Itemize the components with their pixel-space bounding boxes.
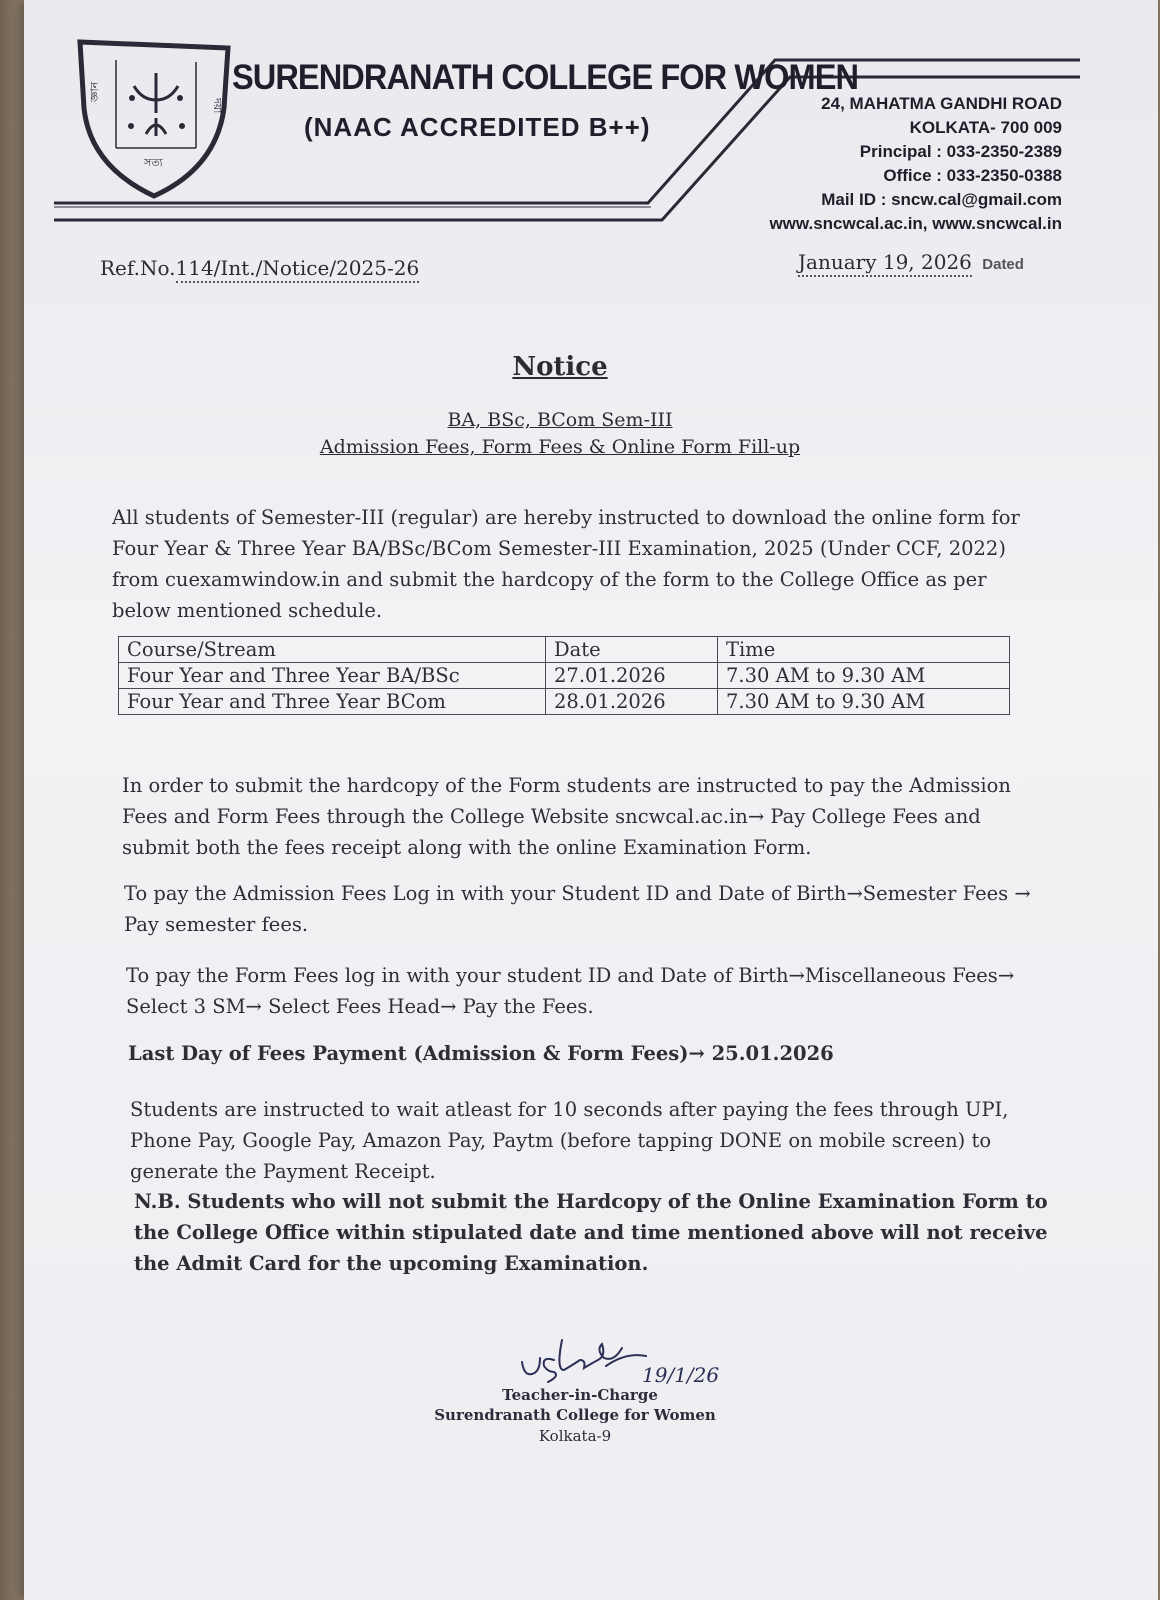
principal-phone: Principal : 033-2350-2389 bbox=[859, 142, 1062, 161]
admission-fee-line: To pay the Admission Fees Log in with your Student ID and Date of Birth→Semester Fees → bbox=[124, 882, 1031, 905]
intro-line: All students of Semester-III (regular) are hereby instructed to download the online form for bbox=[112, 506, 1020, 529]
admission-fee-line: Pay semester fees. bbox=[124, 913, 309, 936]
last-day-line: Last Day of Fees Payment (Admission & Form Fees)→ 25.01.2026 bbox=[128, 1042, 834, 1065]
accreditation: (NAAC ACCREDITED B++) bbox=[304, 112, 651, 142]
notice-title: Notice bbox=[512, 352, 608, 382]
office-phone: Office : 033-2350-0388 bbox=[883, 166, 1062, 185]
cell-date: 28.01.2026 bbox=[546, 689, 718, 715]
form-fee-line: To pay the Form Fees log in with your student ID and Date of Birth→Miscellaneous Fees→ bbox=[126, 964, 1015, 987]
intro-line: from cuexamwindow.in and submit the hardcopy of the form to the College Office as per bbox=[112, 568, 987, 591]
intro-line: below mentioned schedule. bbox=[112, 599, 383, 622]
websites: www.sncwcal.ac.in, www.sncwcal.in bbox=[769, 214, 1062, 233]
header-time: Time bbox=[718, 637, 1010, 663]
wait-line: generate the Payment Receipt. bbox=[130, 1160, 436, 1183]
schedule-table bbox=[118, 636, 1010, 715]
ref-label: Ref.No. bbox=[100, 256, 176, 280]
reference-number bbox=[100, 256, 419, 280]
nb-line: N.B. Students who will not submit the Hardcopy of the Online Examination Form to bbox=[134, 1190, 1048, 1213]
notice-subtitle-line2: Admission Fees, Form Fees & Online Form Fill-up bbox=[319, 436, 801, 458]
wait-line: Students are instructed to wait atleast for 10 seconds after paying the fees through UPI, bbox=[130, 1098, 1009, 1121]
table-row bbox=[119, 689, 1010, 715]
payment-line: Fees and Form Fees through the College Website sncwcal.ac.in→ Pay College Fees and bbox=[122, 805, 981, 828]
cell-course: Four Year and Three Year BCom bbox=[119, 689, 546, 715]
college-logo bbox=[76, 38, 232, 200]
admission-fee-paragraph bbox=[124, 878, 1031, 940]
intro-paragraph bbox=[112, 502, 1020, 626]
college-name: SURENDRANATH COLLEGE FOR WOMEN bbox=[232, 58, 859, 97]
contact-block bbox=[769, 92, 1062, 236]
signature-date: 19/1/26 bbox=[642, 1363, 720, 1387]
address-line1: 24, MAHATMA GANDHI ROAD bbox=[821, 94, 1062, 113]
cell-date: 27.01.2026 bbox=[546, 663, 718, 689]
header-date: Date bbox=[546, 637, 718, 663]
dated-label: Dated bbox=[982, 256, 1024, 273]
notice-date bbox=[798, 250, 1024, 274]
nb-line: the College Office within stipulated date and time mentioned above will not receive bbox=[134, 1221, 1048, 1244]
payment-paragraph bbox=[122, 770, 1011, 863]
header-course: Course/Stream bbox=[119, 637, 546, 663]
signatory-city: Kolkata-9 bbox=[538, 1427, 612, 1445]
mail-id: Mail ID : sncw.cal@gmail.com bbox=[821, 190, 1062, 209]
notice-subtitle-line1: BA, BSc, BCom Sem-III bbox=[447, 409, 673, 431]
form-fee-line: Select 3 SM→ Select Fees Head→ Pay the Fees. bbox=[126, 995, 594, 1018]
payment-line: In order to submit the hardcopy of the Form students are instructed to pay the Admission bbox=[122, 774, 1011, 797]
table-row bbox=[119, 663, 1010, 689]
nb-paragraph bbox=[134, 1186, 1048, 1279]
wait-paragraph bbox=[130, 1094, 1008, 1187]
date-value: January 19, 2026 bbox=[798, 250, 972, 277]
address-line2: KOLKATA- 700 009 bbox=[909, 118, 1062, 137]
signatory-designation: Teacher-in-Charge bbox=[502, 1386, 658, 1404]
nb-line: the Admit Card for the upcoming Examination. bbox=[134, 1252, 649, 1275]
cell-time: 7.30 AM to 9.30 AM bbox=[718, 663, 1010, 689]
table-header-row bbox=[119, 637, 1010, 663]
form-fee-paragraph bbox=[126, 960, 1014, 1022]
intro-line: Four Year & Three Year BA/BSc/BCom Semester-III Examination, 2025 (Under CCF, 2022) bbox=[112, 537, 1006, 560]
logo-text-bottom: সত্য bbox=[144, 156, 163, 169]
ref-value: 114/Int./Notice/2025-26 bbox=[176, 256, 420, 283]
payment-line: submit both the fees receipt along with the online Examination Form. bbox=[122, 836, 812, 859]
wait-line: Phone Pay, Google Pay, Amazon Pay, Paytm (before tapping DONE on mobile screen) to bbox=[130, 1129, 992, 1152]
signature-block bbox=[430, 1330, 750, 1470]
cell-course: Four Year and Three Year BA/BSc bbox=[119, 663, 546, 689]
logo-text-left: জ্ঞান bbox=[88, 81, 101, 102]
cell-time: 7.30 AM to 9.30 AM bbox=[718, 689, 1010, 715]
signatory-institution: Surendranath College for Women bbox=[434, 1406, 716, 1424]
logo-text-right: দয়া bbox=[211, 98, 224, 114]
